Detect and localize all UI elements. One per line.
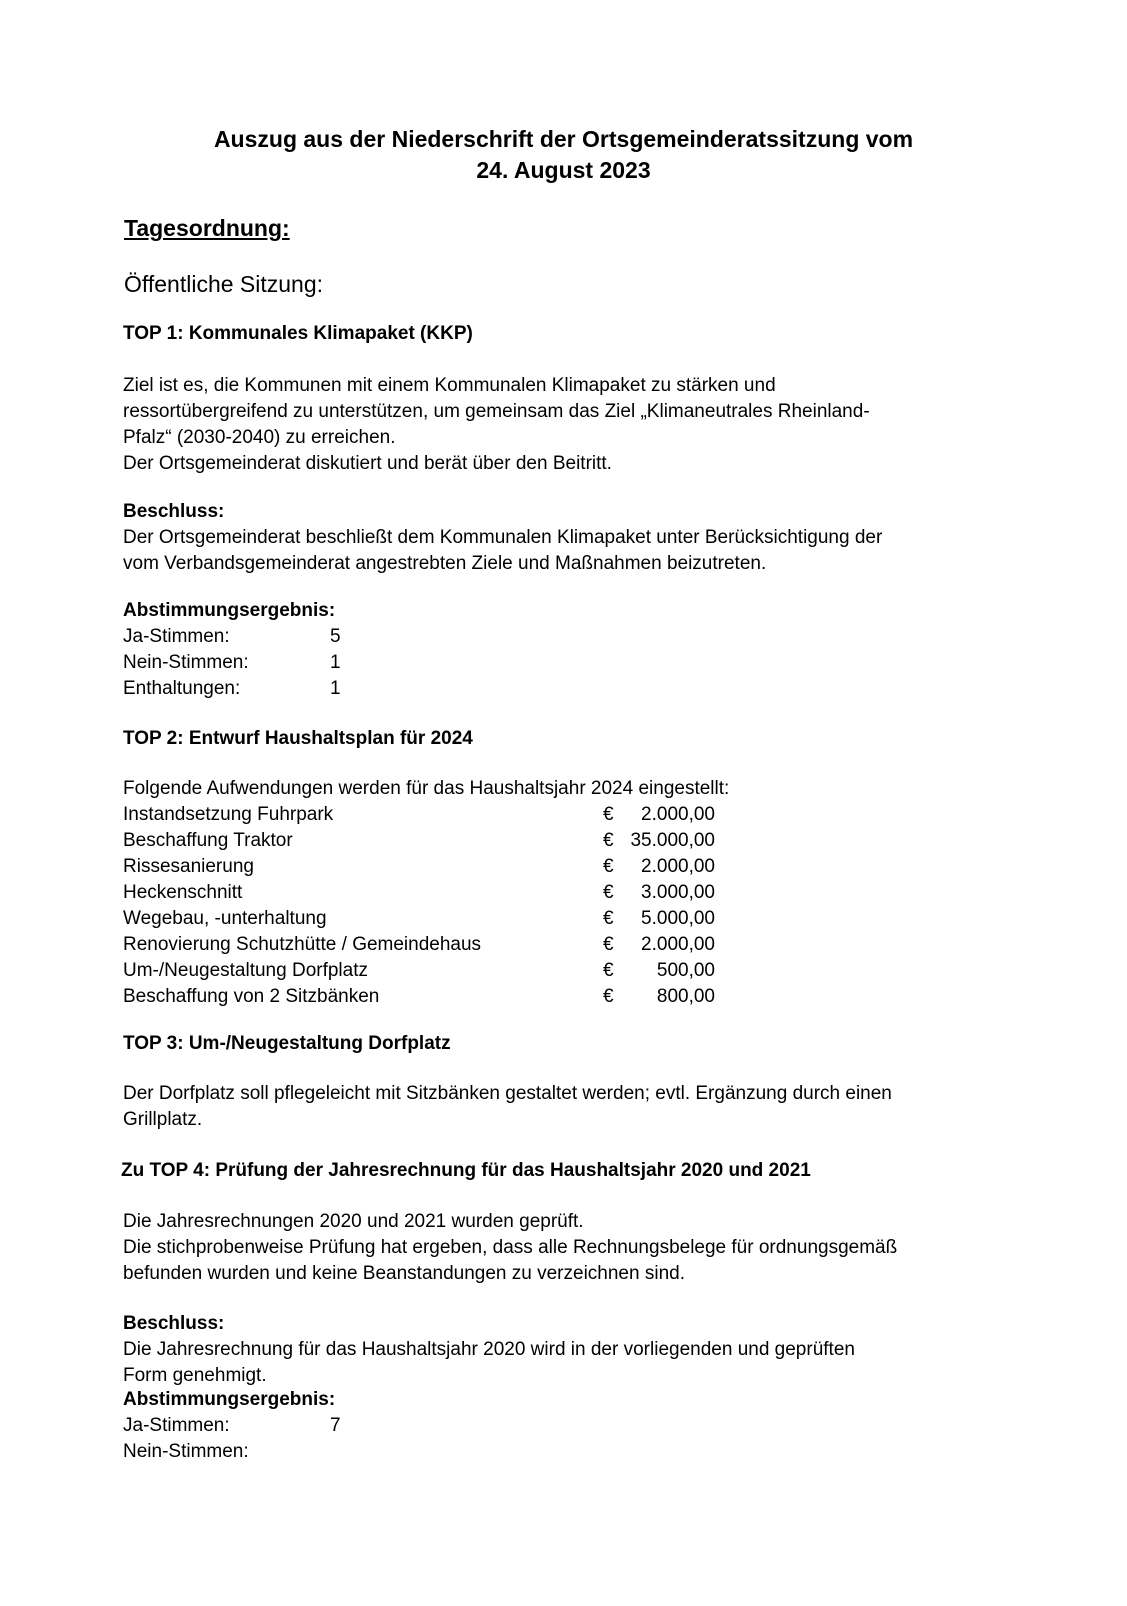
top1-vote-result bbox=[123, 598, 1003, 702]
budget-item-amount: 500,00 bbox=[656, 960, 715, 981]
budget-item-label: Beschaffung Traktor bbox=[123, 830, 293, 851]
budget-row bbox=[123, 932, 1003, 958]
vote-row bbox=[123, 676, 1003, 702]
budget-row bbox=[123, 854, 1003, 880]
budget-item-label: Beschaffung von 2 Sitzbänken bbox=[123, 986, 380, 1007]
top3-heading: TOP 3: Um-/Neugestaltung Dorfplatz bbox=[123, 1033, 451, 1054]
vote-row bbox=[123, 650, 1003, 676]
budget-row bbox=[123, 958, 1003, 984]
budget-item-label: Um-/Neugestaltung Dorfplatz bbox=[123, 960, 368, 981]
title-line-1: Auszug aus der Niederschrift der Ortsgemeinderatssitzung vom bbox=[213, 126, 914, 152]
currency-symbol: € bbox=[603, 908, 614, 929]
budget-row bbox=[123, 984, 1003, 1010]
vote-row-value: 1 bbox=[330, 652, 341, 673]
decision-line: vom Verbandsgemeinderat angestrebten Ziele und Maßnahmen beizutreten. bbox=[123, 553, 767, 574]
document-title bbox=[0, 124, 1127, 186]
decision-label: Beschluss: bbox=[123, 1313, 225, 1334]
budget-intro: Folgende Aufwendungen werden für das Haushaltsjahr 2024 eingestellt: bbox=[123, 778, 730, 799]
budget-item-amount: 2.000,00 bbox=[641, 934, 715, 955]
budget-item-amount: 2.000,00 bbox=[641, 856, 715, 877]
vote-label: Abstimmungsergebnis: bbox=[123, 600, 336, 621]
top2-budget bbox=[123, 776, 1003, 1010]
currency-symbol: € bbox=[603, 804, 614, 825]
title-line-2: 24. August 2023 bbox=[476, 157, 651, 183]
text-line: Die Jahresrechnungen 2020 und 2021 wurden geprüft. bbox=[123, 1211, 584, 1232]
agenda-heading: Tagesordnung: bbox=[124, 215, 290, 241]
decision-line: Form genehmigt. bbox=[123, 1365, 267, 1386]
vote-row-value bbox=[330, 1439, 370, 1465]
budget-item-label: Wegebau, -unterhaltung bbox=[123, 908, 327, 929]
vote-row-label: Nein-Stimmen: bbox=[123, 1441, 249, 1462]
budget-item-amount: 3.000,00 bbox=[641, 882, 715, 903]
top4-text bbox=[123, 1209, 1003, 1287]
text-line: Der Dorfplatz soll pflegeleicht mit Sitzbänken gestaltet werden; evtl. Ergänzung durch einen bbox=[123, 1083, 892, 1104]
decision-line: Die Jahresrechnung für das Haushaltsjahr 2020 wird in der vorliegenden und geprüften bbox=[123, 1339, 855, 1360]
vote-row-label: Enthaltungen: bbox=[123, 678, 241, 699]
vote-row-value: 1 bbox=[330, 678, 341, 699]
currency-symbol: € bbox=[603, 856, 614, 877]
currency-symbol: € bbox=[603, 882, 614, 903]
currency-symbol: € bbox=[603, 986, 614, 1007]
public-session-heading: Öffentliche Sitzung: bbox=[124, 271, 324, 297]
vote-row bbox=[123, 1413, 1003, 1439]
budget-row bbox=[123, 828, 1003, 854]
top4-decision bbox=[123, 1311, 1003, 1389]
text-line: Die stichprobenweise Prüfung hat ergeben, dass alle Rechnungsbelege für ordnungsgemäß bbox=[123, 1237, 898, 1258]
vote-row-label: Ja-Stimmen: bbox=[123, 626, 230, 647]
vote-row bbox=[123, 624, 1003, 650]
budget-item-label: Renovierung Schutzhütte / Gemeindehaus bbox=[123, 934, 482, 955]
text-line: Grillplatz. bbox=[123, 1109, 203, 1130]
vote-row-label: Nein-Stimmen: bbox=[123, 652, 249, 673]
currency-symbol: € bbox=[603, 830, 614, 851]
budget-item-label: Instandsetzung Fuhrpark bbox=[123, 804, 334, 825]
text-line: Der Ortsgemeinderat diskutiert und berät über den Beitritt. bbox=[123, 453, 612, 474]
decision-line: Der Ortsgemeinderat beschließt dem Kommunalen Klimapaket unter Berücksichtigung der bbox=[123, 527, 883, 548]
budget-item-label: Heckenschnitt bbox=[123, 882, 243, 903]
budget-row bbox=[123, 802, 1003, 828]
top1-text bbox=[123, 373, 1003, 477]
vote-row-value: 5 bbox=[330, 626, 341, 647]
top3-text bbox=[123, 1081, 1003, 1133]
text-line: ressortübergreifend zu unterstützen, um gemeinsam das Ziel „Klimaneutrales Rheinland- bbox=[123, 401, 870, 422]
budget-item-amount: 5.000,00 bbox=[641, 908, 715, 929]
text-line: Ziel ist es, die Kommunen mit einem Kommunalen Klimapaket zu stärken und bbox=[123, 375, 776, 396]
decision-label: Beschluss: bbox=[123, 501, 225, 522]
budget-item-amount: 35.000,00 bbox=[630, 830, 715, 851]
vote-label: Abstimmungsergebnis: bbox=[123, 1389, 336, 1410]
top4-vote-result bbox=[123, 1387, 1003, 1465]
vote-row-label: Ja-Stimmen: bbox=[123, 1415, 230, 1436]
budget-row bbox=[123, 880, 1003, 906]
top2-heading: TOP 2: Entwurf Haushaltsplan für 2024 bbox=[123, 728, 473, 749]
budget-item-amount: 2.000,00 bbox=[641, 804, 715, 825]
top1-decision bbox=[123, 499, 1003, 577]
currency-symbol: € bbox=[603, 960, 614, 981]
budget-item-label: Rissesanierung bbox=[123, 856, 254, 877]
currency-symbol: € bbox=[603, 934, 614, 955]
budget-row bbox=[123, 906, 1003, 932]
text-line: Pfalz“ (2030-2040) zu erreichen. bbox=[123, 427, 396, 448]
top4-heading: Zu TOP 4: Prüfung der Jahresrechnung für das Haushaltsjahr 2020 und 2021 bbox=[121, 1160, 811, 1181]
text-line: befunden wurden und keine Beanstandungen zu verzeichnen sind. bbox=[123, 1263, 685, 1284]
top1-heading: TOP 1: Kommunales Klimapaket (KKP) bbox=[123, 323, 473, 344]
vote-row bbox=[123, 1439, 1003, 1465]
vote-row-value: 7 bbox=[330, 1415, 341, 1436]
budget-item-amount: 800,00 bbox=[656, 986, 715, 1007]
